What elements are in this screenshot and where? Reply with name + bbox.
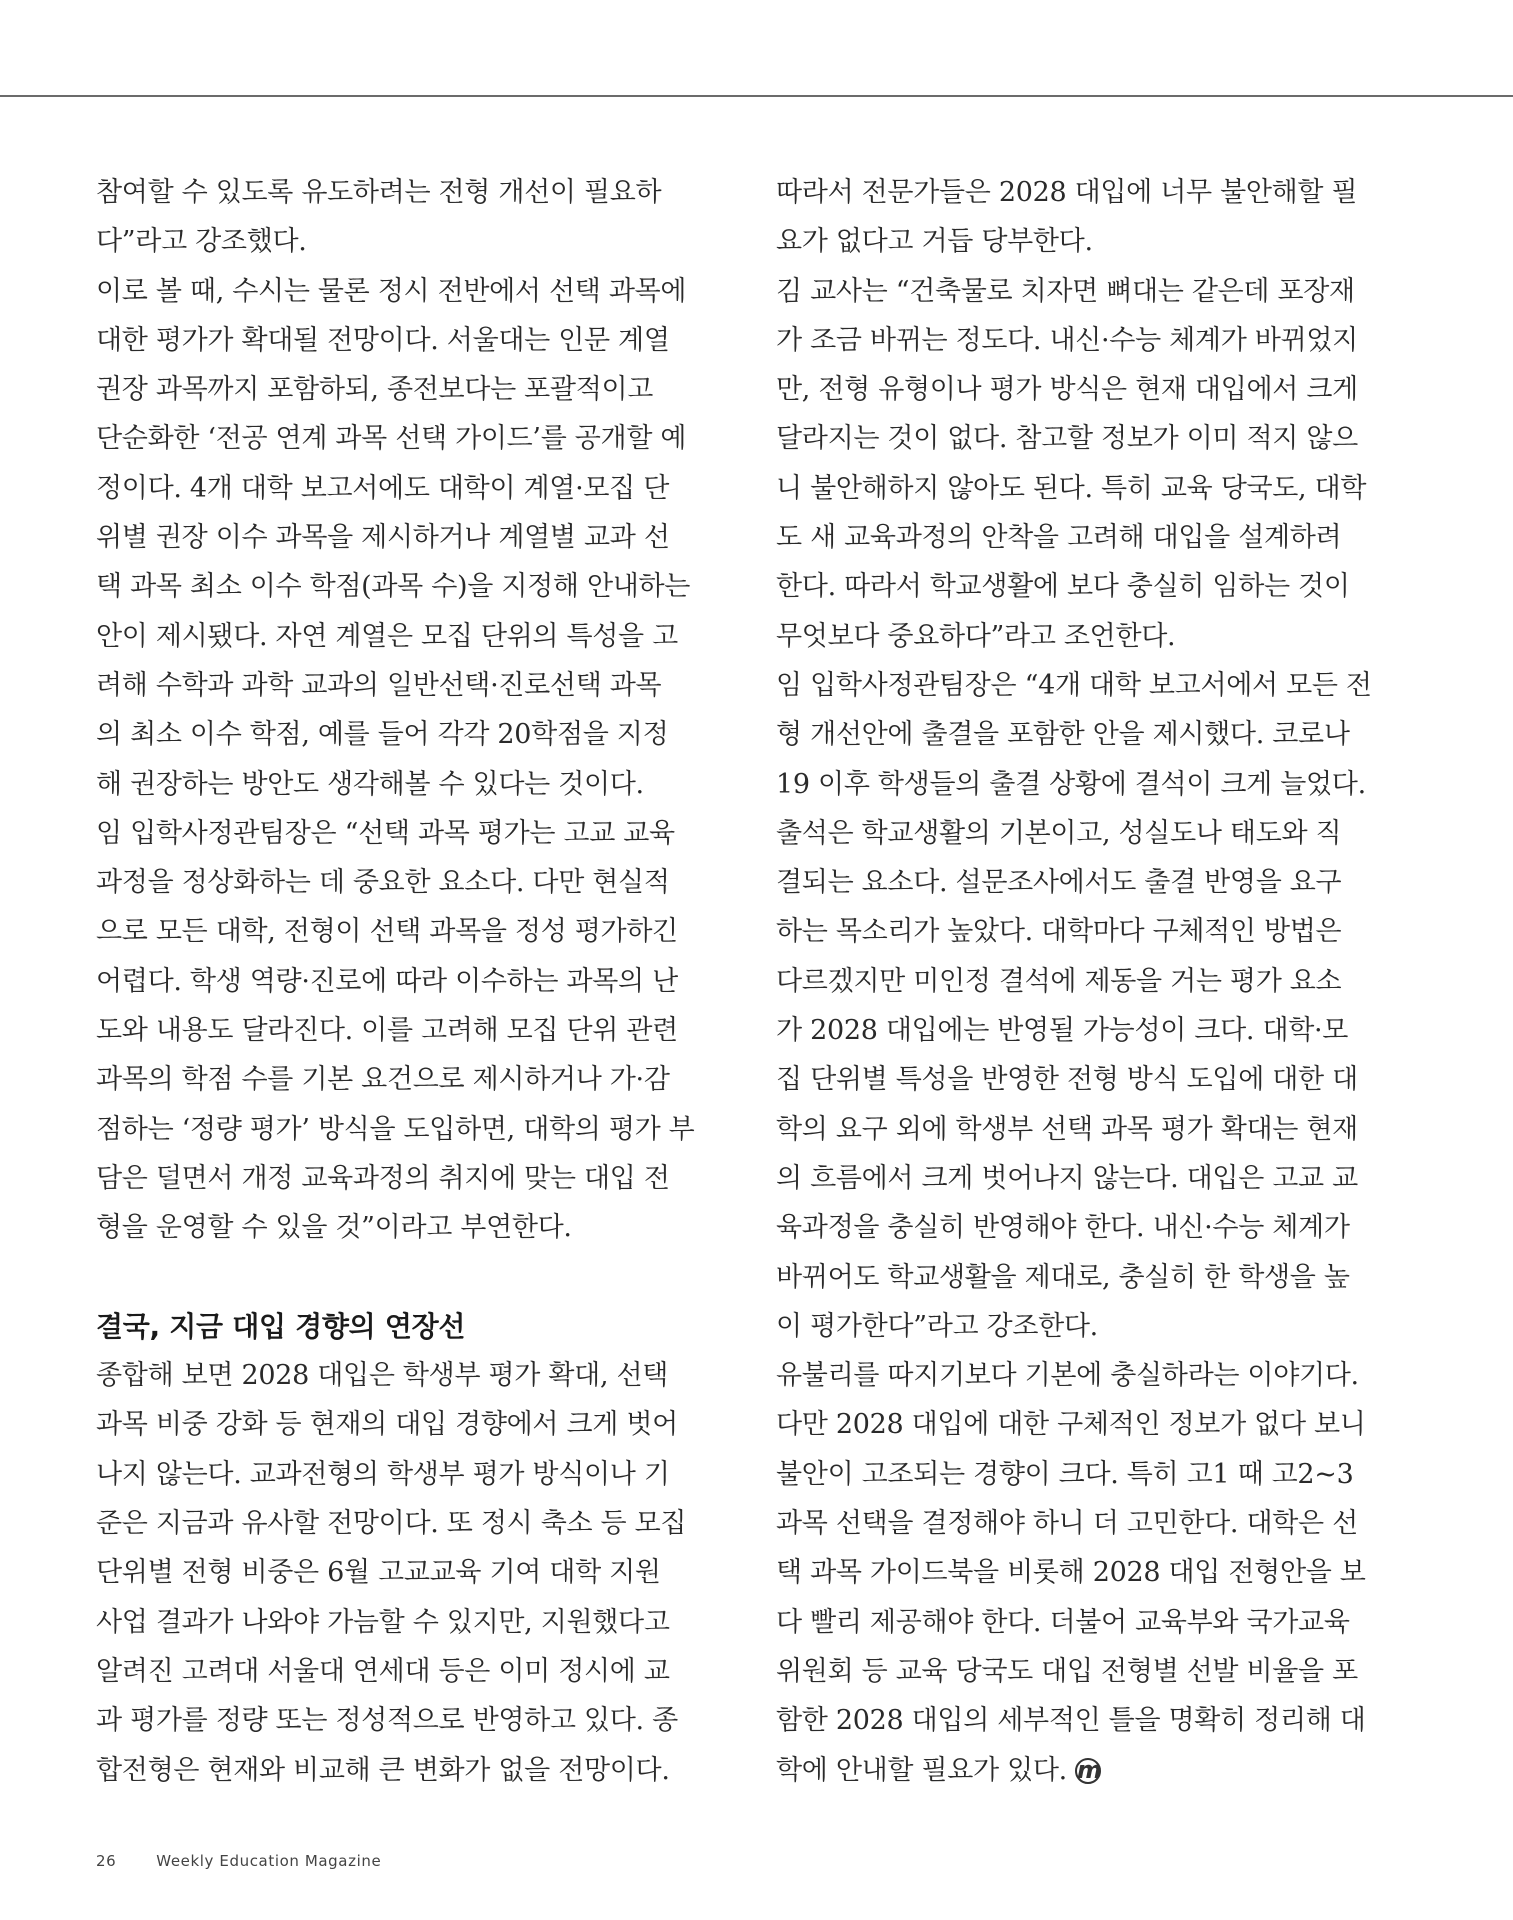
text-line: 바뀌어도 학교생활을 제대로, 충실히 한 학생을 높 [776, 1261, 1350, 1293]
article-end-mark-icon: m [1076, 1756, 1102, 1784]
text-line: 참여할 수 있도록 유도하려는 전형 개선이 필요하 [96, 177, 662, 208]
text-line: 과 평가를 정량 또는 정성적으로 반영하고 있다. 종 [96, 1705, 678, 1737]
last-line-text: 학에 안내할 필요가 있다. [776, 1754, 1067, 1786]
text-line: 다 빨리 제공해야 한다. 더불어 교육부와 국가교육 [776, 1606, 1350, 1638]
page-footer [96, 1852, 381, 1870]
text-line: 택 과목 가이드북을 비롯해 2028 대입 전형안을 보 [776, 1557, 1366, 1589]
text-line: 임 입학사정관팀장은 “선택 과목 평가는 고교 교육 [96, 817, 675, 849]
text-line: 19 이후 학생들의 출결 상황에 결석이 크게 늘었다. [776, 768, 1366, 800]
text-line: 김 교사는 “건축물로 치자면 뼈대는 같은데 포장재 [776, 275, 1355, 307]
text-line: 만, 전형 유형이나 평가 방식은 현재 대입에서 크게 [776, 374, 1358, 406]
text-line: 달라지는 것이 없다. 참고할 정보가 이미 적지 않으 [776, 423, 1358, 455]
text-line: 육과정을 충실히 반영해야 한다. 내신·수능 체계가 [776, 1212, 1350, 1244]
text-line: 택 과목 최소 이수 학점(과목 수)을 지정해 안내하는 [96, 571, 691, 603]
article-column-left [96, 168, 695, 1795]
text-line: 결되는 요소다. 설문조사에서도 출결 반영을 요구 [776, 867, 1342, 899]
text-line: 집 단위별 특성을 반영한 전형 방식 도입에 대한 대 [776, 1064, 1358, 1096]
text-line: 형 개선안에 출결을 포함한 안을 제시했다. 코로나 [776, 719, 1350, 751]
magazine-name: Weekly Education Magazine [156, 1852, 382, 1870]
text-line: 가 조금 바뀌는 정도다. 내신·수능 체계가 바뀌었지 [776, 324, 1358, 356]
text-line: 나지 않는다. 교과전형의 학생부 평가 방식이나 기 [96, 1458, 670, 1490]
text-line: 려해 수학과 과학 교과의 일반선택·진로선택 과목 [96, 669, 662, 701]
text-line: 가 2028 대입에는 반영될 가능성이 크다. 대학·모 [776, 1015, 1349, 1047]
text-line: 의 흐름에서 크게 벗어나지 않는다. 대입은 고교 교 [776, 1162, 1358, 1194]
left-body-text-section [96, 1351, 687, 1795]
text-line: 불안이 고조되는 경향이 크다. 특히 고1 때 고2~3 [776, 1458, 1354, 1490]
text-line: 이 평가한다”라고 강조한다. [776, 1310, 1098, 1342]
text-line: 요가 없다고 거듭 당부한다. [776, 226, 1093, 258]
text-line: 으로 모든 대학, 전형이 선택 과목을 정성 평가하긴 [96, 916, 678, 948]
text-line: 과목의 학점 수를 기본 요건으로 제시하거나 가·감 [96, 1064, 670, 1096]
text-line: 과목 비중 강화 등 현재의 대입 경향에서 크게 벗어 [96, 1409, 678, 1441]
text-line: 과목 선택을 결정해야 하니 더 고민한다. 대학은 선 [776, 1508, 1358, 1540]
text-line: 다”라고 강조했다. [96, 226, 307, 258]
text-line: 단순화한 ‘전공 연계 과목 선택 가이드’를 공개할 예 [96, 423, 687, 455]
text-line: 다만 2028 대입에 대한 구체적인 정보가 없다 보니 [776, 1409, 1366, 1441]
text-line: 도 새 교육과정의 안착을 고려해 대입을 설계하려 [776, 522, 1342, 554]
text-line: 학의 요구 외에 학생부 선택 과목 평가 확대는 현재 [776, 1113, 1358, 1145]
text-line: 출석은 학교생활의 기본이고, 성실도나 태도와 직 [776, 817, 1342, 849]
article-column-right [776, 168, 1372, 1795]
text-line: 한다. 따라서 학교생활에 보다 충실히 임하는 것이 [776, 571, 1350, 603]
text-line: 정이다. 4개 대학 보고서에도 대학이 계열·모집 단 [96, 472, 669, 504]
text-line: 유불리를 따지기보다 기본에 충실하라는 이야기다. [776, 1360, 1359, 1392]
text-line: 따라서 전문가들은 2028 대입에 너무 불안해할 필 [776, 177, 1358, 208]
text-line: 준은 지금과 유사할 전망이다. 또 정시 축소 등 모집 [96, 1508, 687, 1540]
text-line: 임 입학사정관팀장은 “4개 대학 보고서에서 모든 전 [776, 669, 1372, 701]
header-rule [0, 95, 1513, 97]
text-line: 하는 목소리가 높았다. 대학마다 구체적인 방법은 [776, 916, 1342, 948]
text-line: 무엇보다 중요하다”라고 조언한다. [776, 620, 1176, 652]
text-line: 위원회 등 교육 당국도 대입 전형별 선발 비율을 포 [776, 1655, 1358, 1687]
text-line: 점하는 ‘정량 평가’ 방식을 도입하면, 대학의 평가 부 [96, 1113, 695, 1145]
text-line: 니 불안해하지 않아도 된다. 특히 교육 당국도, 대학 [776, 472, 1367, 504]
text-line: 대한 평가가 확대될 전망이다. 서울대는 인문 계열 [96, 324, 670, 356]
text-line: 종합해 보면 2028 대입은 학생부 평가 확대, 선택 [96, 1360, 669, 1392]
text-line: 사업 결과가 나와야 가늠할 수 있지만, 지원했다고 [96, 1606, 670, 1638]
text-line: 과정을 정상화하는 데 중요한 요소다. 다만 현실적 [96, 867, 670, 899]
text-line: 안이 제시됐다. 자연 계열은 모집 단위의 특성을 고 [96, 620, 678, 652]
section-heading: 결국, 지금 대입 경향의 연장선 [96, 1309, 466, 1343]
article-last-line [776, 1746, 1356, 1795]
page-number: 26 [96, 1852, 117, 1870]
right-body-text [776, 168, 1372, 1746]
text-line: 도와 내용도 달라진다. 이를 고려해 모집 단위 관련 [96, 1015, 678, 1047]
left-body-text [96, 168, 695, 1253]
text-line: 의 최소 이수 학점, 예를 들어 각각 20학점을 지정 [96, 719, 669, 751]
text-line: 위별 권장 이수 과목을 제시하거나 계열별 교과 선 [96, 522, 670, 554]
text-line: 해 권장하는 방안도 생각해볼 수 있다는 것이다. [96, 768, 644, 800]
text-line: 단위별 전형 비중은 6월 고교교육 기여 대학 지원 [96, 1557, 661, 1589]
text-line: 다르겠지만 미인정 결석에 제동을 거는 평가 요소 [776, 965, 1342, 997]
section-spacer [96, 1253, 676, 1302]
text-line: 권장 과목까지 포함하되, 종전보다는 포괄적이고 [96, 374, 654, 406]
text-line: 담은 덜면서 개정 교육과정의 취지에 맞는 대입 전 [96, 1162, 670, 1194]
text-line: 형을 운영할 수 있을 것”이라고 부연한다. [96, 1212, 572, 1244]
text-line: 이로 볼 때, 수시는 물론 정시 전반에서 선택 과목에 [96, 275, 687, 307]
text-line: 어렵다. 학생 역량·진로에 따라 이수하는 과목의 난 [96, 965, 678, 997]
text-line: 합전형은 현재와 비교해 큰 변화가 없을 전망이다. [96, 1754, 670, 1786]
text-line: 함한 2028 대입의 세부적인 틀을 명확히 정리해 대 [776, 1705, 1366, 1737]
text-line: 알려진 고려대 서울대 연세대 등은 이미 정시에 교 [96, 1655, 670, 1687]
